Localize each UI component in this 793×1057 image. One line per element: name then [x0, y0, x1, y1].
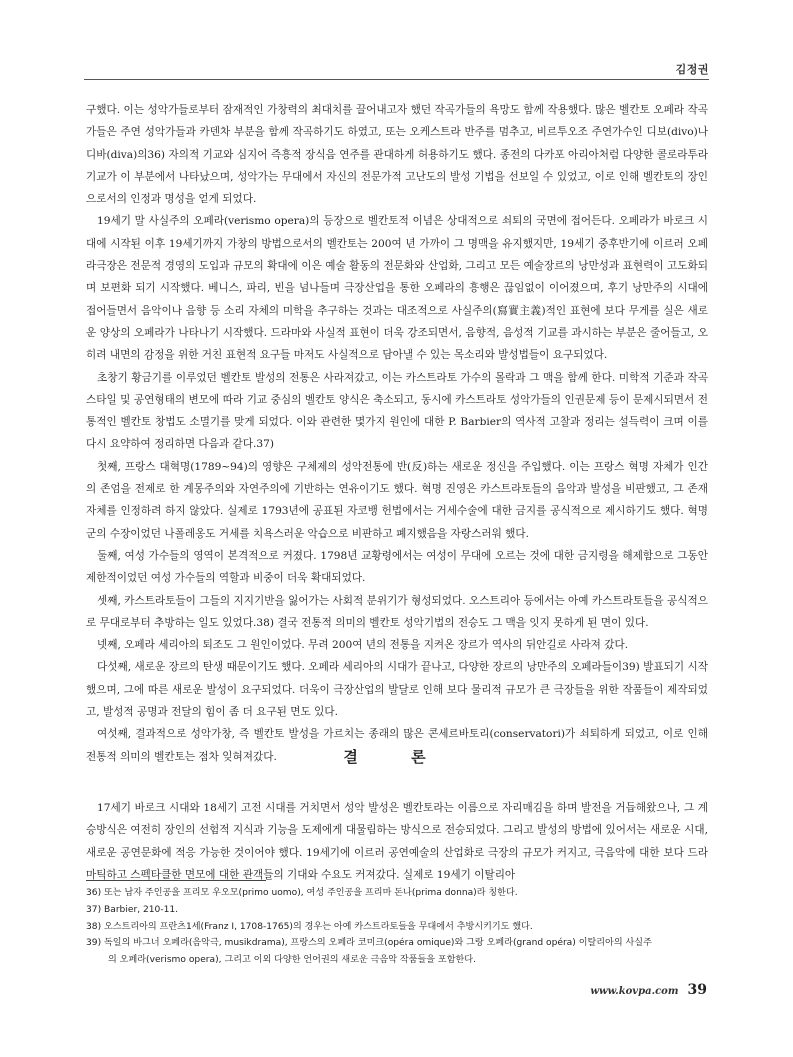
- footnote: 36) 또는 남자 주인공을 프리모 우오모(primo uomo), 여성 주인공을 프리마 돈나(prima donna)라 칭한다.: [86, 888, 518, 898]
- paragraph: 둘째, 여성 가수들의 영역이 본격적으로 커졌다. 1798년 교황령에서는 여성이 무대에 오르는 것에 대한 금지령을 해제함으로 그동안 제한적이었던 여성 가수들의 역할과 비중이 더욱 확대되었다.: [86, 549, 708, 585]
- page-number: 39: [687, 982, 707, 998]
- running-header-author: 김정권: [675, 63, 709, 76]
- paragraph: 여섯째, 결과적으로 성악가창, 즉 벨칸토 발성을 가르치는 종래의 많은 콘세르바토리(conservatori)가 쇠퇴하게 되었고, 이로 인해 전통적 의미의 벨칸토는 점차 잊혀져갔다.: [86, 728, 708, 763]
- footnotes: [86, 885, 708, 969]
- conclusion-text: [86, 797, 708, 886]
- paragraph: 셋째, 카스트라토들이 그들의 지지기반을 잃어가는 사회적 분위기가 형성되었다. 오스트리아 등에서는 아예 카스트라토들을 공식적으로 무대로부터 추방하는 일도 있었다.38) 결국 전통적 의미의 벨칸토 성악기법의 전승도 그 맥을 잇지 못하게 된 면이 있다.: [86, 594, 708, 629]
- section-heading: 결 론: [343, 748, 450, 766]
- footnote-divider: [86, 880, 266, 881]
- header-divider: [84, 79, 709, 80]
- footnote-continuation: 의 오페라(verismo opera), 그리고 이외 다양한 언어권의 새로운 극음악 작품들을 포함한다.: [108, 955, 476, 966]
- paragraph: 첫째, 프랑스 대혁명(1789~94)의 영향은 구체제의 성악전통에 반(反)하는 새로운 정신을 주입했다. 이는 프랑스 혁명 자체가 인간의 존엄을 전제로 한 계몽주의와 자연주의에 기반하는 연유이기도 했다. 혁명 진영은 카스트라토들의 음악과 발성을 비판했고, 그 존재 자체를 인정하려 하지 않았다. 실제로 1793년에 공표된 자코뱅 헌법에서는 거세수술에 대한 금지를 공식적으로 제시하기도 했다. 혁명군의 수장이었던 나폴레옹도 거세를 치욕스러운 악습으로 비판하고 폐지했음을 자랑스러워 했다.: [86, 460, 708, 540]
- body-text: [86, 99, 708, 768]
- page-footer: [590, 979, 707, 998]
- paragraph: 초창기 황금기를 이루었던 벨칸토 발성의 전통은 사라져갔고, 이는 카스트라토 가수의 몰락과 그 맥을 함께 한다. 미학적 기준과 작곡 스타일 및 공연형태의 변모에 따라 기교 중심의 벨칸토 양식은 축소되고, 동시에 카스트라토 성악가들의 인권문제 등이 문제시되면서 전통적인 벨칸토 창법도 소멸기를 맞게 되었다. 이와 관련한 몇가지 원인에 대한 P. Barbier의 역사적 고찰과 정리는 설득력이 크며 이를 다시 요약하여 정리하면 다음과 같다.37): [86, 371, 708, 451]
- paragraph: 17세기 바로크 시대와 18세기 고전 시대를 거치면서 성악 발성은 벨칸토라는 이름으로 자리매김을 하며 발전을 거듭해왔으나, 그 계승방식은 여전히 장인의 선험적 지식과 기능을 도제에게 대물림하는 방식으로 전승되었다. 그리고 발성의 방법에 있어서는 새로운 시대, 새로운 공연문화에 적응 가능한 것이어야 했다. 19세기에 이르러 공연예술의 산업화로 극장의 규모가 커지고, 극음악에 대한 보다 드라마틱하고 스펙타클한 면모에 대한 관객들의 기대와 수요도 커져갔다. 실제로 19세기 이탈리아: [86, 802, 708, 881]
- footer-url: www.kovpa.com: [590, 986, 679, 997]
- paragraph: 구했다. 이는 성악가들로부터 잠재적인 가창력의 최대치를 끌어내고자 했던 작곡가들의 욕망도 함께 작용했다. 많은 벨칸토 오페라 작곡가들은 주연 성악가들과 카덴차 부분을 함께 작곡하기도 하였고, 또는 오케스트라 반주를 멈추고, 비르투오조 주연가수인 디보(divo)나 디바(diva)의36) 자의적 기교와 심지어 즉흥적 장식음 연주를 관대하게 허용하기도 했다. 종전의 다카포 아리아처럼 다양한 콜로라투라 기교가 이 부분에서 나타났으며, 성악가는 무대에서 자신의 전문가적 고난도의 발성 기법을 선보일 수 있었고, 이로 인해 벨칸토의 장인으로서의 인정과 명성을 얻게 되었다.: [86, 104, 708, 206]
- paragraph: 다섯째, 새로운 장르의 탄생 때문이기도 했다. 오페라 세리아의 시대가 끝나고, 다양한 장르의 낭만주의 오페라들이39) 발표되기 시작했으며, 그에 따른 새로운 발성이 요구되었다. 더욱이 극장산업의 발달로 인해 보다 물리적 규모가 큰 극장들을 위한 작품들이 제작되었고, 발성적 공명과 전달의 힘이 좀 더 요구된 면도 있다.: [86, 661, 708, 719]
- paragraph: 19세기 말 사실주의 오페라(verismo opera)의 등장으로 벨칸토적 이념은 상대적으로 쇠퇴의 국면에 접어든다. 오페라가 바로크 시대에 시작된 이후 19세기까지 가창의 방법으로서의 벨칸토는 200여 년 가까이 그 명맥을 유지했지만, 19세기 중후반기에 이르러 오페라극장은 전문적 경영의 도입과 규모의 확대에 이은 예술 활동의 전문화와 산업화, 그리고 모든 예술장르의 낭만성과 표현력이 고도화되며 보편화 되기 시작했다. 베니스, 파리, 빈을 넘나들며 극장산업을 통한 오페라의 흥행은 끊임없이 이어졌으며, 후기 낭만주의 시대에 접어들면서 음악이나 음향 등 소리 자체의 미학을 추구하는 것과는 대조적으로 사실주의(寫實主義)적인 표현에 보다 무게를 실은 새로운 양상의 오페라가 나타나기 시작했다. 드라마와 사실적 표현이 더욱 강조되면서, 음향적, 음성적 기교를 과시하는 부분은 줄어들고, 오히려 내면의 감정을 위한 거친 표현적 요구들 마저도 사실적으로 담아낼 수 있는 목소리와 발성법들이 요구되었다.: [86, 215, 708, 362]
- footnote: 38) 오스트리아의 프란츠1세(Franz I, 1708-1765)의 경우는 아예 카스트라토들을 무대에서 추방시키기도 했다.: [86, 921, 533, 932]
- footnote: 39) 독일의 바그너 오페라(음악극, musikdrama), 프랑스의 오페라 코미크(opéra omique)와 그랑 오페라(grand opéra) 이탈리아의 사실주: [86, 938, 652, 949]
- paragraph: 넷째, 오페라 세리아의 퇴조도 그 원인이었다. 무려 200여 년의 전통을 지켜온 장르가 역사의 뒤안길로 사라져 갔다.: [97, 639, 629, 652]
- footnote: 37) Barbier, 210-11.: [86, 904, 179, 915]
